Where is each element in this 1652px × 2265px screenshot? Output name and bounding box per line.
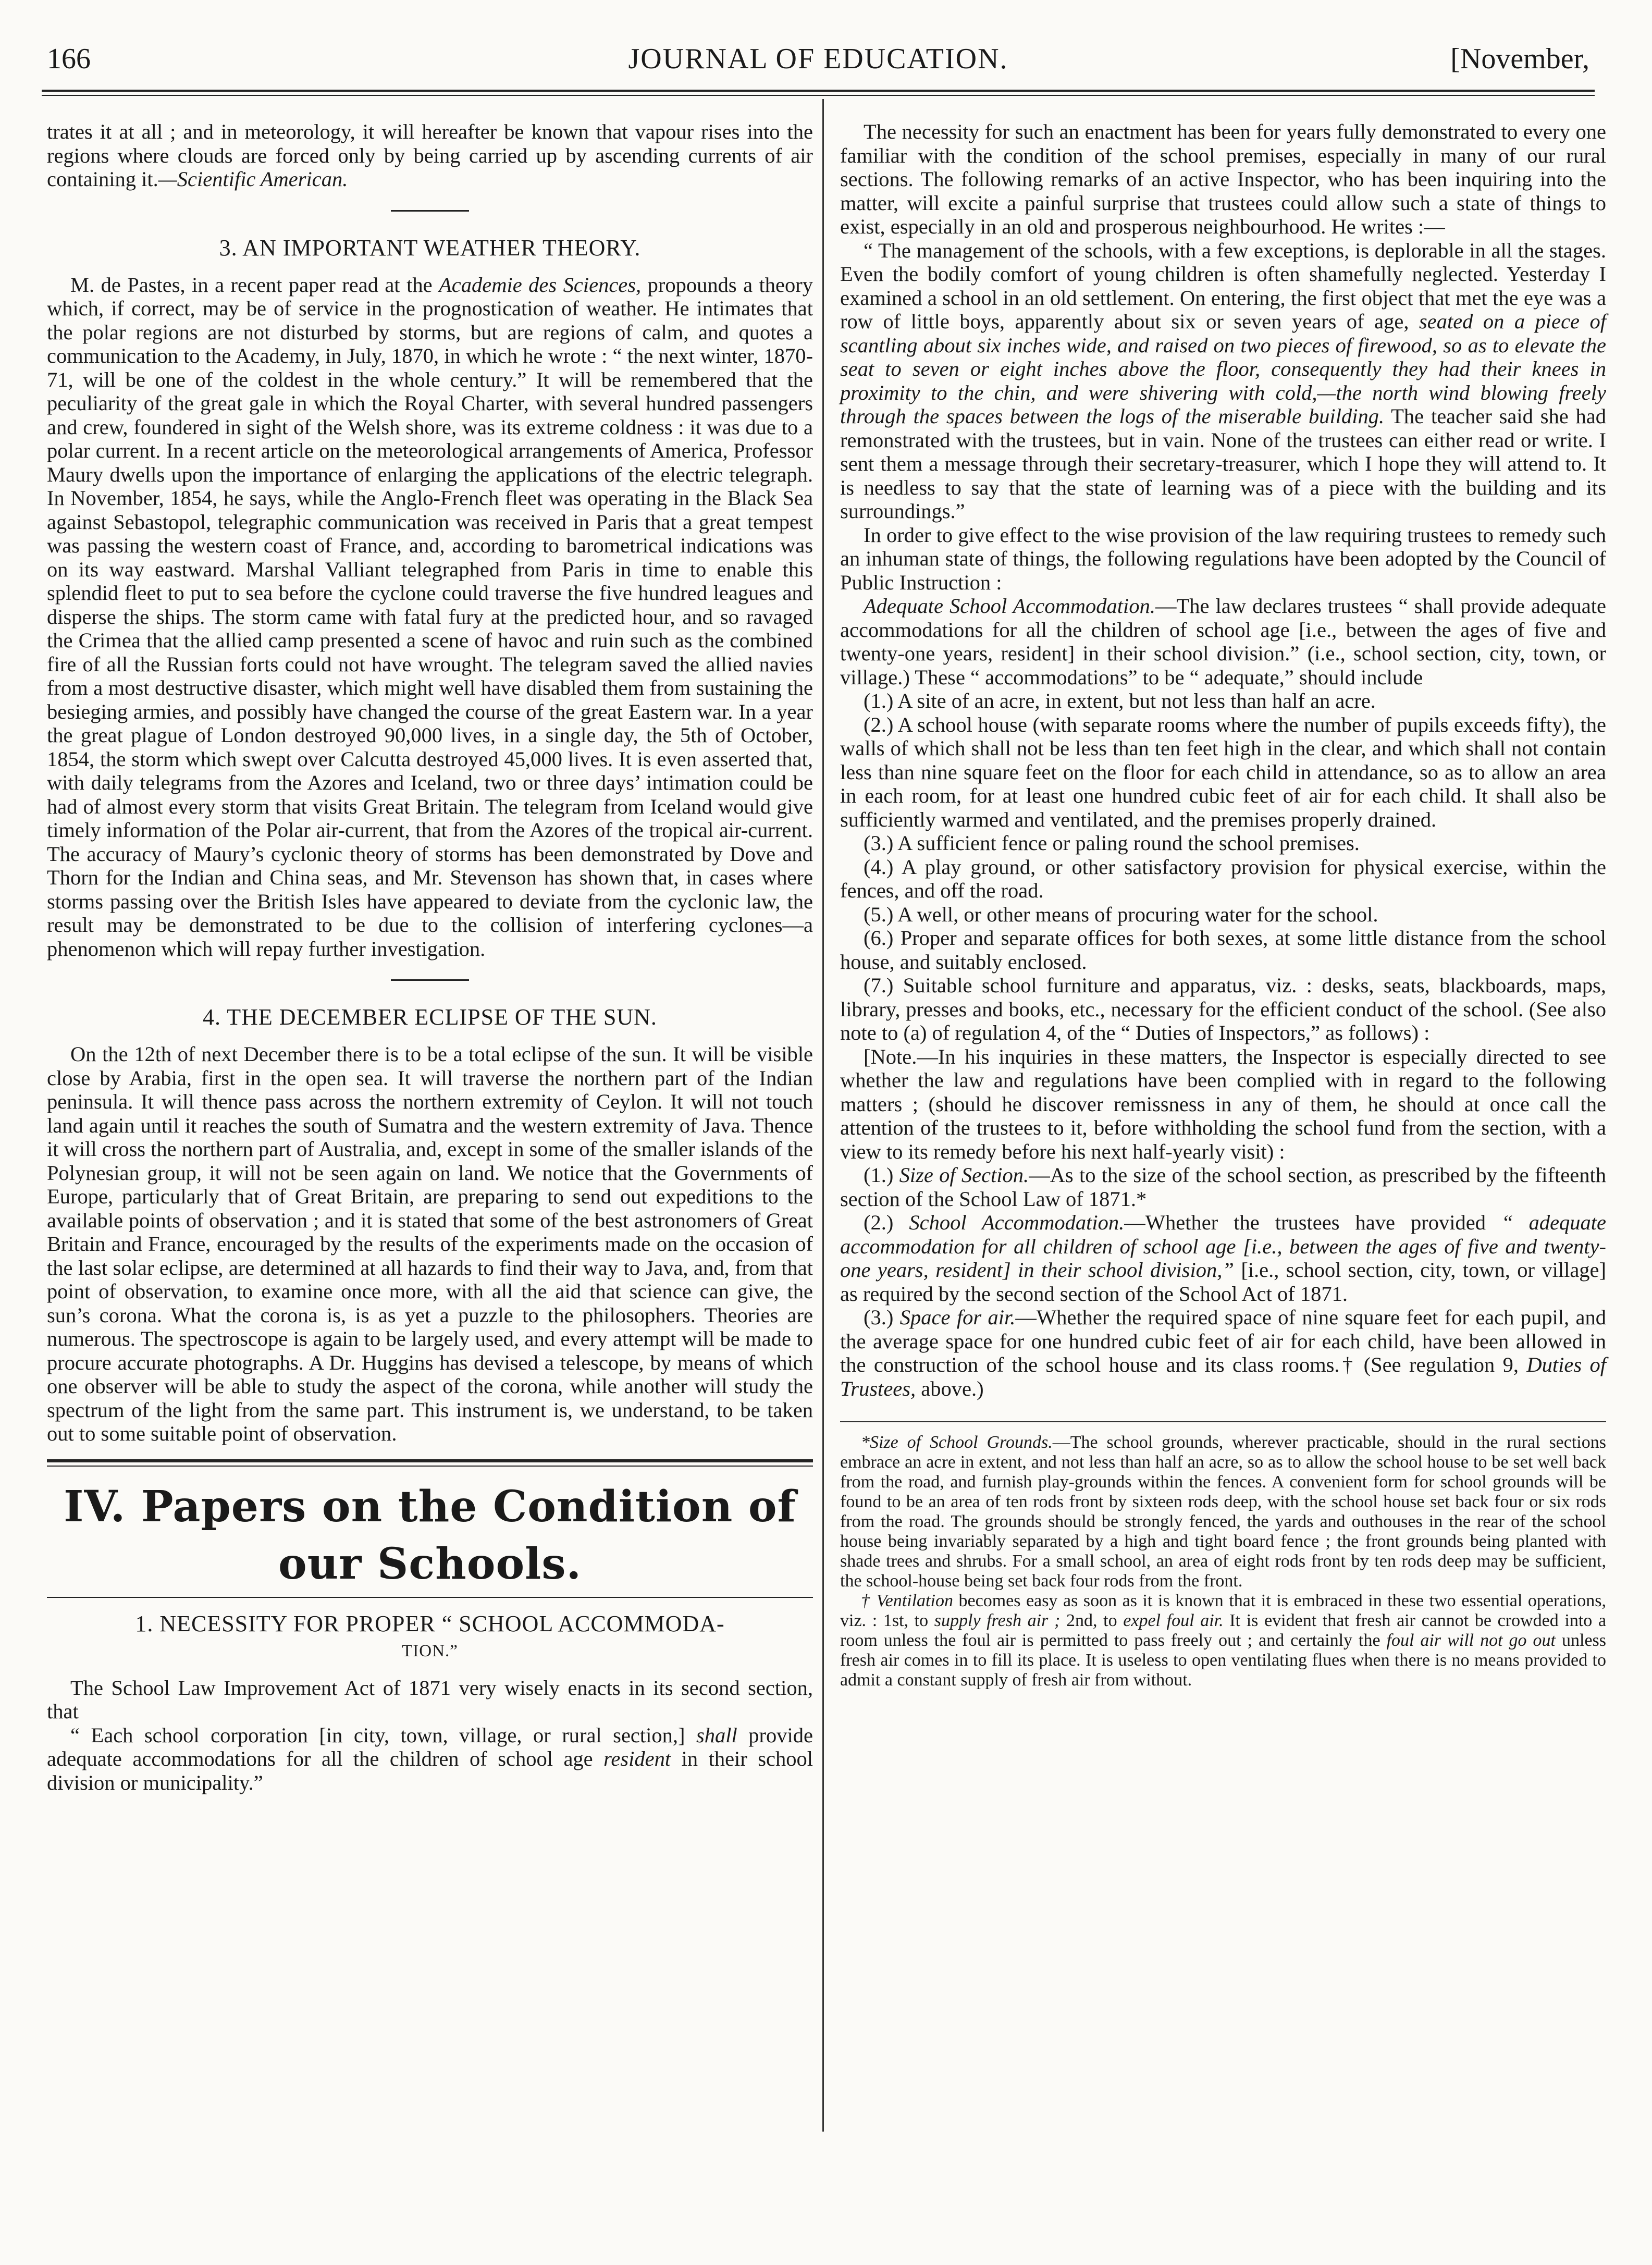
inspector-quote: “ The management of the schools, with a few exceptions, is deplorable in all the stages. Even the bodily comfort of young children is often shamefully neglected. Yesterday I examined a school in an old settlement. On entering, the first object that met the eye was a row of little boys, apparently about six or seven years of age, seated on a piece of scantling about six inches wide, and raised on two pieces of firewood, so as to elevate the seat to seven or eight inches above the floor, consequently they had their knees in proximity to the chin, and were shivering with cold,—the north wind blowing freely through the spaces between the logs of the miserable building. The teacher said she had remonstrated with the trustees, but in vain. None of the trustees can either read or write. I sent them a message through their secretary-treasurer, which I hope they will attend to. It is needless to say that the state of learning was of a piece with the building and its surroundings.”: [840, 238, 1607, 523]
note-item: (3.) Space for air.—Whether the required space of nine square feet for each pupil, and the average space for one hundred cubic feet of air for each child, have been allowed in the construction of the school house and its class rooms.† (See regulation 9, Duties of Trustees, above.): [840, 1306, 1606, 1400]
page-number: 166: [47, 43, 91, 75]
left-column: [47, 120, 813, 1794]
intro-source: —Scientific American.: [158, 167, 348, 191]
right-column: [840, 120, 1606, 1690]
column-divider: [822, 99, 824, 2132]
list-item: (1.) A site of an acre, in extent, but not less than half an acre.: [864, 689, 1376, 712]
school-law-paragraph: The School Law Improvement Act of 1871 very wisely enacts in its second section, that: [47, 1676, 813, 1723]
weather-theory-paragraph: M. de Pastes, in a recent paper read at the Academie des Sciences, propounds a theory which, if correct, may be of service in the prognostication of weather. He intimates that the polar regions are not disturbed by storms, but are regions of calm, and quotes a communication to the Academy, in July, 1870, in which he wrote : “ the next winter, 1870-71, will be one of the coldest in the whole century.” It will be remembered that the peculiarity of the great gale in which the Royal Charter, with several hundred passengers and crew, foundered in sight of the Welsh shore, was its extreme coldness : it was due to a polar current. In a recent article on the meteorological arrangements of America, Professor Maury dwells upon the importance of enlarging the applications of the electric telegraph. In November, 1854, he says, while the Anglo-French fleet was operating in the Black Sea against Sebastopol, telegraphic communication was received in Paris that a great tempest was passing the western coast of France, and, according to barometrical indications was on its way eastward. Marshal Valliant telegraphed from Paris in time to enable this splendid fleet to put to sea before the cyclone could traverse the five hundred leagues and disperse the ships. The storm came with fatal fury at the predicted hour, and so ravaged the Crimea that the allied camp presented a scene of havoc and ruin such as the combined fire of all the Russian forts could not have wrought. The telegram saved the allied navies from a most destructive disaster, which might well have disabled them from sustaining the besieging armies, and possibly have changed the course of the great Eastern war. In a year the great plague of London destroyed 90,000 lives, in a single day, the 5th of October, 1854, the storm which swept over Calcutta destroyed 45,000 lives. It is even asserted that, with daily telegrams from the Azores and Iceland, two or three days’ intimation could be had of almost every storm that visits Great Britain. The telegram from Iceland would give timely information of the Polar air-current, that from the Azores of the tropical air-current. The accuracy of Maury’s cyclonic theory of storms has been demonstrated by Dove and Thorn for the Indian and China seas, and Mr. Stevenson has shown that, in cases where storms passing over the British Isles have appeared to deviate from the cyclonic law, the result may be demonstrated to be due to the collision of interfering cyclones—a phenomenon which will repay further investigation.: [47, 273, 813, 961]
list-item: (2.) A school house (with separate rooms where the number of pupils exceeds fifty), the walls of which shall not be less than ten feet high in the clear, and which shall not contain less than nine square feet on the floor for each child in attendance, so as to allow an area in each room, for at least one hundred cubic feet of air for each child. It shall also be sufficiently warmed and ventilated, and the premises properly drained.: [840, 712, 1606, 831]
section-3-heading: 3. AN IMPORTANT WEATHER THEORY.: [219, 235, 641, 261]
school-law-quote: “ Each school corporation [in city, town, village, or rural section,] shall provide adequate accommodations for all the children of school age resident in their school division or municipality.”: [47, 1723, 813, 1794]
header-rule: [42, 90, 1595, 96]
list-item: (5.) A well, or other means of procuring water for the school.: [864, 902, 1378, 926]
note-item: (1.) Size of Section.—As to the size of the school section, as prescribed by the fifteenth section of the School Law of 1871.*: [840, 1163, 1606, 1211]
short-rule: [391, 210, 469, 212]
section-iv-heading: IV. Papers on the Condition of our Schools.: [64, 1481, 796, 1589]
enactment-paragraph: The necessity for such an enactment has been for years fully demonstrated to every one familiar with the condition of the school premises, especially in many of our rural sections. The following remarks of an active Inspector, who has been inquiring into the matter, will excite a painful surprise that trustees could allow such a state of things to exist, especially in an old and prosperous neighbourhood. He writes :—: [840, 120, 1606, 238]
page-header: [42, 30, 1595, 88]
adequate-accommodation-paragraph: Adequate School Accommodation.—The law declares trustees “ shall provide adequate accommodations for all the children of school age [i.e., between the ages of five and twenty-one years, resident] in their school division.” (i.e., school section, city, town, or village.) These “ accommodations” to be “ adequate,” should include: [840, 594, 1606, 689]
intro-paragraph: trates it at all ; and in meteorology, it will hereafter be known that vapour rises into the regions where clouds are forced only by being carried up by ascending currents of air containing it.—Scientific American.: [47, 120, 813, 191]
section-1-heading: 1. NECESSITY FOR PROPER “ SCHOOL ACCOMMODA- TION.”: [135, 1610, 725, 1660]
journal-title: JOURNAL OF EDUCATION.: [628, 43, 1008, 75]
list-item: (7.) Suitable school furniture and apparatus, viz. : desks, seats, blackboards, maps, library, presses and books, etc., necessary for the efficient conduct of the school. (See also note to (a) of regulation 4, of the “ Duties of Inspectors,” as follows) :: [840, 974, 1606, 1044]
section-rule-thin: [47, 1597, 813, 1598]
footnote-school-grounds: *Size of School Grounds.—The school grounds, wherever practicable, should in the rural sections embrace an acre in extent, and not less than half an acre, so as to allow the school house to be set well back from the road, and furnish play-grounds within the fences. A convenient form for school grounds will be found to be an area of ten rods front by sixteen rods deep, with the school house set back four or six rods from the road. The grounds should be strongly fenced, the yards and outhouses in the rear of the school house being invariably separated by a high and tight board fence ; the front grounds being planted with shade trees and shrubs. For a small school, an area of eight rods front by ten rods deep may be sufficient, the school-house being set back four rods from the front.: [840, 1433, 1606, 1591]
list-item: (3.) A sufficient fence or paling round the school premises.: [864, 831, 1360, 855]
footnote-rule: [840, 1421, 1606, 1422]
regulations-paragraph: In order to give effect to the wise provision of the law requiring trustees to remedy such an inhuman state of things, the following regulations have been adopted by the Council of Public Instruction :: [840, 523, 1606, 594]
footnotes: [840, 1433, 1606, 1690]
short-rule: [391, 979, 469, 981]
note-item: (2.) School Accommodation.—Whether the trustees have provided “ adequate accommodation for all children of school age [i.e., between the ages of five and twenty-one years, resident] in their school division,” [i.e., school section, city, town, or village] as required by the second section of the School Act of 1871.: [840, 1211, 1607, 1306]
list-item: (6.) Proper and separate offices for both sexes, at some little distance from the school house, and suitably enclosed.: [840, 926, 1606, 974]
eclipse-paragraph: On the 12th of next December there is to be a total eclipse of the sun. It will be visible close by Arabia, first in the open sea. It will traverse the northern part of the Indian peninsula. It will thence pass across the northern extremity of Ceylon. It will not touch land again until it reaches the south of Sumatra and the western extremity of Java. Thence it will cross the northern part of Australia, and, except in some of the smaller islands of the Polynesian group, it will not be seen again on land. We notice that the Governments of Europe, particularly that of Great Britain, are preparing to send out expeditions to the available points of observation ; and it is stated that some of the best astronomers of Great Britain and France, encouraged by the results of the experiments made on the occasion of the last solar eclipse, are determined at all hazards to find their way to Java, and, from that point of observation, to examine once more, with all the aid that science can give, the sun’s corona. What the corona is, is as yet a puzzle to the philosophers. Theories are numerous. The spectroscope is again to be largely used, and every attempt will be made to procure accurate photographs. A Dr. Huggins has devised a telescope, by means of which one observer will be able to study the aspect of the corona, while another will study the spectrum of the light from the same part. This instrument is, we understand, to be taken out to some suitable point of observation.: [47, 1042, 813, 1445]
footnote-ventilation: † Ventilation becomes easy as soon as it is known that it is embraced in these two essential operations, viz. : 1st, to supply fresh air ; 2nd, to expel foul air. It is evident that fresh air cannot be crowded into a room unless the foul air is permitted to pass freely out ; and certainly the foul air will not go out unless fresh air comes in to fill its place. It is useless to open ventilating flues when there is no means provided to admit a constant supply of fresh air from without.: [840, 1591, 1607, 1690]
section-4-heading: 4. THE DECEMBER ECLIPSE OF THE SUN.: [203, 1004, 657, 1030]
month-label: [November,: [1450, 43, 1589, 75]
list-item: (4.) A play ground, or other satisfactory provision for physical exercise, within the fences, and off the road.: [840, 855, 1606, 902]
inspector-note: [Note.—In his inquiries in these matters, the Inspector is especially directed to see whether the law and regulations have been complied with in regard to the following matters ; (should he discover remissness in any of them, he should at once call the attention of the trustees to it, before withholding the school fund from the section, with a view to its remedy before his next half-yearly visit) :: [840, 1044, 1606, 1163]
section-rule: [47, 1459, 813, 1467]
